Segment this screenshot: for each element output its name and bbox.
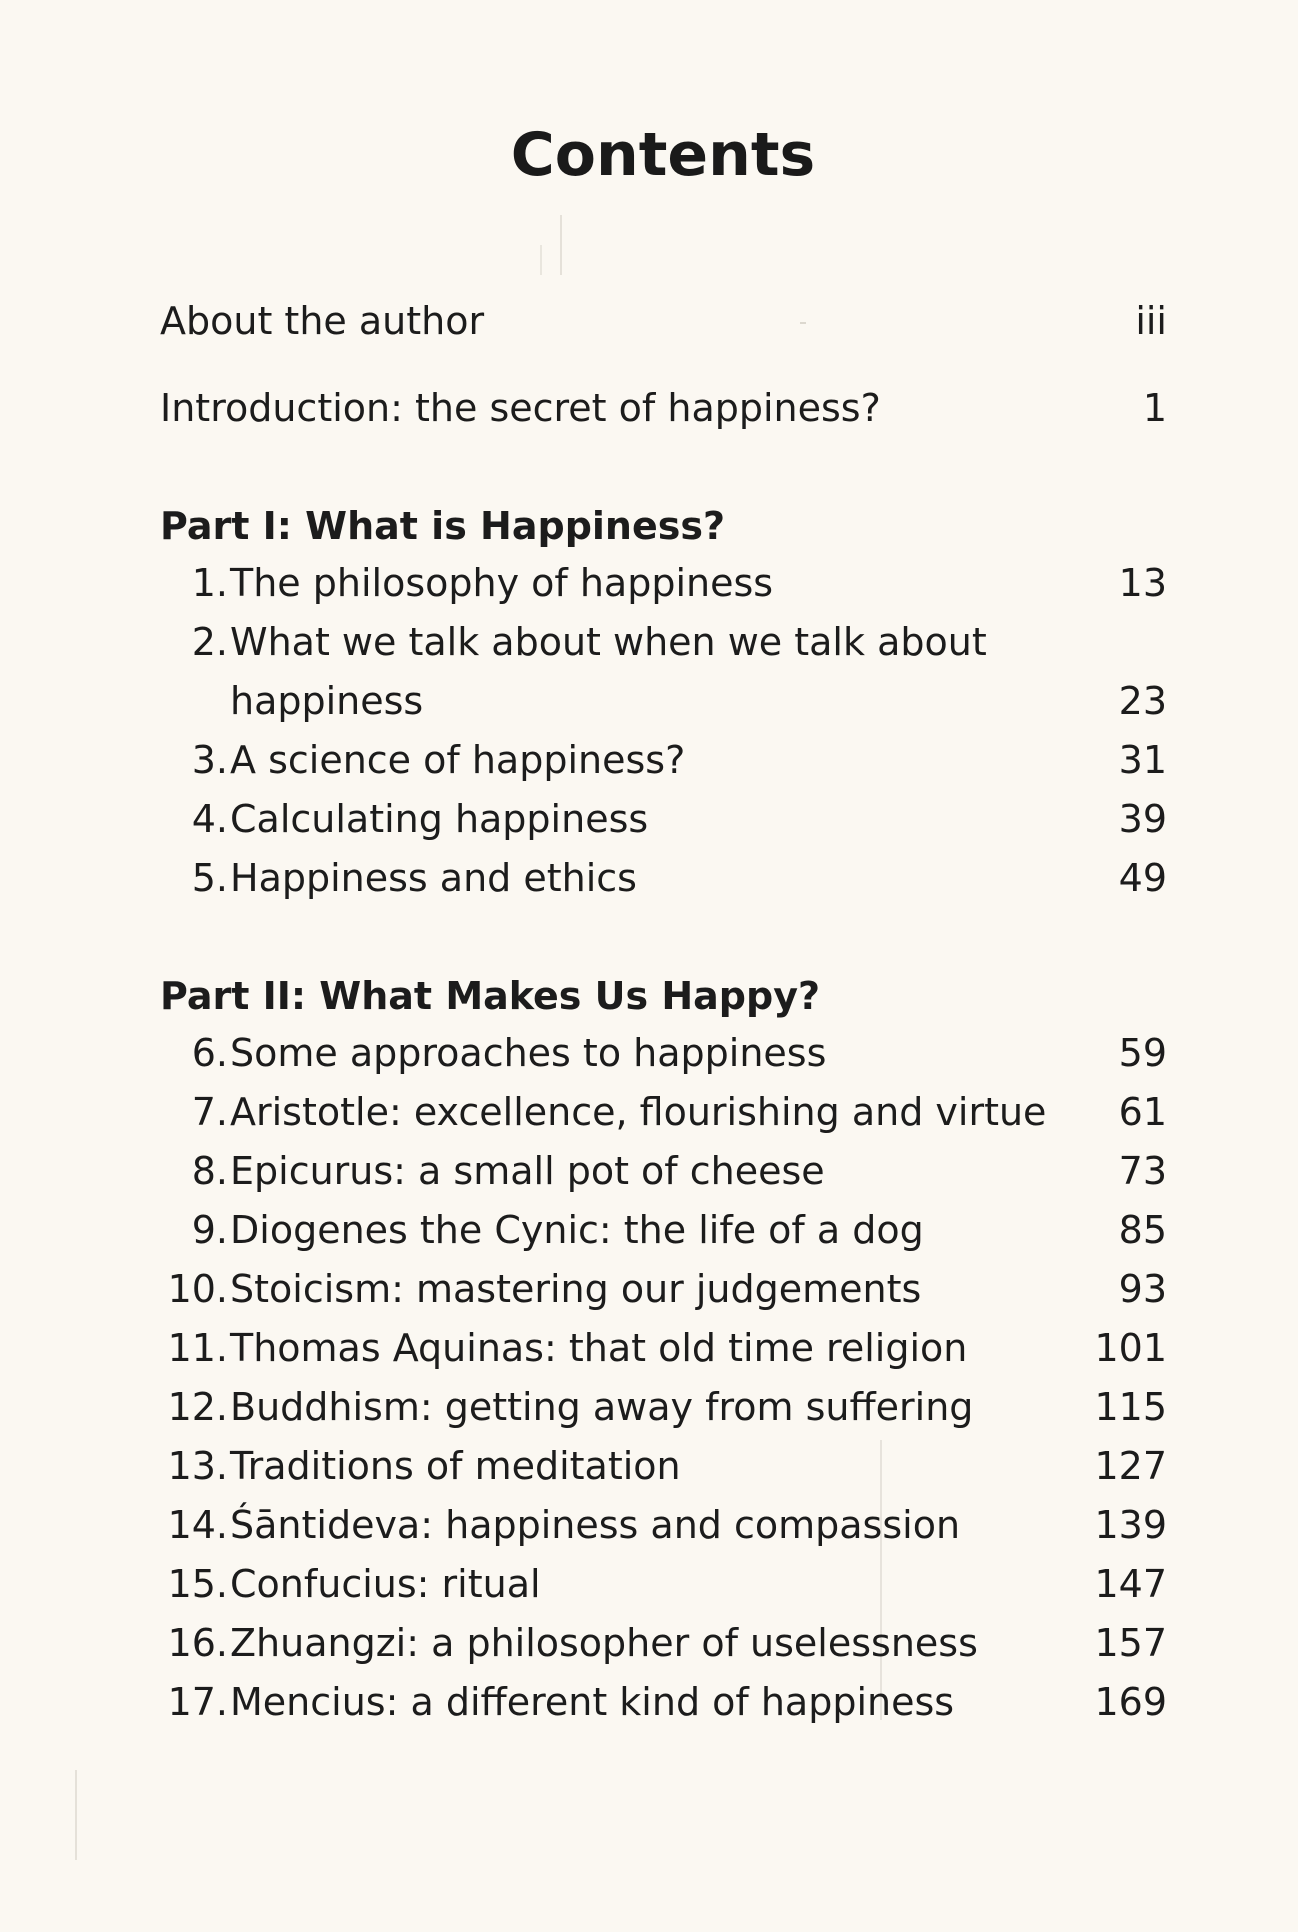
toc-entry-number: 1.	[191, 561, 228, 605]
toc-entry-label: Stoicism: mastering our judgements	[230, 1267, 922, 1311]
toc-entry-number: 6.	[191, 1031, 228, 1075]
toc-entry-label: A science of happiness?	[230, 738, 686, 782]
toc-entry-number: 3.	[191, 738, 228, 782]
toc-entry-number: 10.	[167, 1267, 228, 1311]
toc-entry-label: Happiness and ethics	[230, 856, 637, 900]
toc-entry[interactable]	[160, 616, 1167, 668]
toc-entry[interactable]	[160, 1204, 1167, 1256]
toc-entry-page: 85	[1118, 1208, 1167, 1252]
toc-entry-number: 11.	[167, 1326, 228, 1370]
toc-entry-label: The philosophy of happiness	[230, 561, 774, 605]
toc-entry-label: About the author	[160, 299, 485, 343]
toc-entry[interactable]	[160, 1440, 1167, 1492]
toc-entry-continuation[interactable]	[160, 675, 1167, 727]
toc-entry[interactable]	[160, 1322, 1167, 1374]
toc-entry-number: 2.	[191, 620, 228, 664]
toc-entry-number: 14.	[167, 1503, 228, 1547]
toc-entry-label: Diogenes the Cynic: the life of a dog	[230, 1208, 924, 1252]
toc-entry-page: 139	[1094, 1503, 1167, 1547]
toc-entry-number: 17.	[167, 1680, 228, 1724]
toc-entry-page: 13	[1118, 561, 1167, 605]
toc-entry-page: 61	[1118, 1090, 1167, 1134]
scan-mark	[75, 1770, 77, 1860]
toc-entry-page: 169	[1094, 1680, 1167, 1724]
toc-entry-label: Buddhism: getting away from suffering	[230, 1385, 974, 1429]
toc-entry-label: Aristotle: excellence, flourishing and virtue	[230, 1090, 1047, 1134]
toc-entry-page: 101	[1094, 1326, 1167, 1370]
toc-entry[interactable]	[160, 382, 1167, 434]
toc-entry-page: 157	[1094, 1621, 1167, 1665]
toc-entry[interactable]	[160, 734, 1167, 786]
toc-entry[interactable]	[160, 1499, 1167, 1551]
page-title: Contents	[510, 120, 816, 190]
toc-entry-page: 115	[1094, 1385, 1167, 1429]
toc-entry-page: 39	[1118, 797, 1167, 841]
toc-entry-number: 16.	[167, 1621, 228, 1665]
toc-entry-page: 59	[1118, 1031, 1167, 1075]
toc-entry-label: Confucius: ritual	[230, 1562, 541, 1606]
toc-entry-page: 31	[1118, 738, 1167, 782]
toc-entry-number: 12.	[167, 1385, 228, 1429]
toc-entry-label: happiness	[230, 679, 424, 723]
toc-entry-label: Śāntideva: happiness and compassion	[230, 1503, 961, 1547]
toc-entry-label: Introduction: the secret of happiness?	[160, 386, 881, 430]
toc-entry-label: Mencius: a different kind of happiness	[230, 1680, 955, 1724]
part-heading: Part I: What is Happiness?	[160, 504, 726, 548]
scan-mark	[560, 215, 562, 275]
toc-entry-number: 15.	[167, 1562, 228, 1606]
toc-entry[interactable]	[160, 793, 1167, 845]
toc-entry[interactable]	[160, 1381, 1167, 1433]
toc-entry[interactable]	[160, 1145, 1167, 1197]
toc-entry-page: iii	[1135, 299, 1167, 343]
toc-entry[interactable]	[160, 1676, 1167, 1728]
toc-entry-label: What we talk about when we talk about	[230, 620, 987, 664]
toc-entry[interactable]	[160, 295, 1167, 347]
toc-entry-page: 1	[1142, 386, 1167, 430]
toc-entry-label: Thomas Aquinas: that old time religion	[230, 1326, 968, 1370]
toc-entry-number: 5.	[191, 856, 228, 900]
toc-entry-page: 147	[1094, 1562, 1167, 1606]
toc-entry-page: 93	[1118, 1267, 1167, 1311]
toc-entry-page: 73	[1118, 1149, 1167, 1193]
scan-mark	[540, 245, 542, 275]
toc-entry-number: 13.	[167, 1444, 228, 1488]
toc-entry-label: Traditions of meditation	[230, 1444, 681, 1488]
toc-entry-number: 7.	[191, 1090, 228, 1134]
toc-entry-label: Some approaches to happiness	[230, 1031, 827, 1075]
toc-entry[interactable]	[160, 1617, 1167, 1669]
toc-entry[interactable]	[160, 1086, 1167, 1138]
toc-entry[interactable]	[160, 557, 1167, 609]
toc-entry-label: Epicurus: a small pot of cheese	[230, 1149, 825, 1193]
toc-entry-number: 8.	[191, 1149, 228, 1193]
toc-entry[interactable]	[160, 1027, 1167, 1079]
toc-entry-page: 49	[1118, 856, 1167, 900]
toc-entry[interactable]	[160, 1263, 1167, 1315]
toc-entry-number: 9.	[191, 1208, 228, 1252]
toc-entry-label: Zhuangzi: a philosopher of uselessness	[230, 1621, 978, 1665]
toc-entry-label: Calculating happiness	[230, 797, 649, 841]
toc-entry-page: 127	[1094, 1444, 1167, 1488]
toc-entry[interactable]	[160, 1558, 1167, 1610]
part-heading: Part II: What Makes Us Happy?	[160, 974, 821, 1018]
toc-entry[interactable]	[160, 852, 1167, 904]
toc-entry-number: 4.	[191, 797, 228, 841]
toc-entry-page: 23	[1118, 679, 1167, 723]
